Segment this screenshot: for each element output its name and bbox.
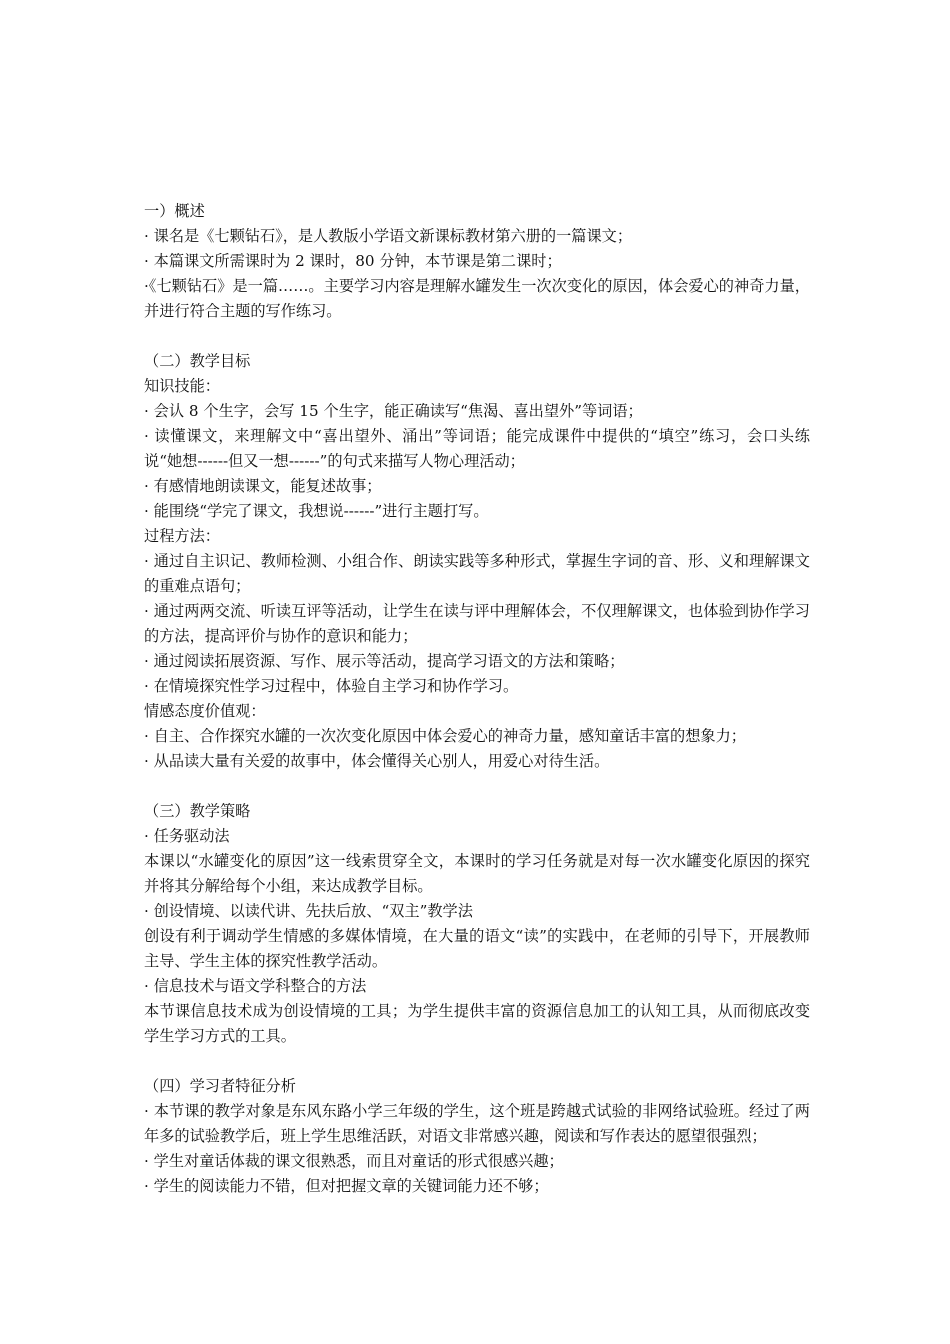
bullet-item: · 通过阅读拓展资源、写作、展示等活动，提高学习语文的方法和策略；: [144, 652, 625, 670]
paragraph: 本节课信息技术成为创设情境的工具；为学生提供丰富的资源信息加工的认知工具，从而彻底改变学生学习方式的工具。: [144, 1002, 810, 1045]
paragraph: 创设有利于调动学生情感的多媒体情境，在大量的语文“读”的实践中，在老师的引导下，开展教师主导、学生主体的探究性教学活动。: [144, 927, 810, 970]
section-spacer: [144, 324, 810, 349]
paragraph: 本课以“水罐变化的原因”这一线索贯穿全文，本课时的学习任务就是对每一次水罐变化原因的探究并将其分解给每个小组，来达成教学目标。: [144, 852, 810, 895]
section-heading-overview: 一）概述: [144, 202, 205, 220]
bullet-item: · 有感情地朗读课文，能复述故事；: [144, 477, 382, 495]
bullet-item: · 在情境探究性学习过程中，体验自主学习和协作学习。: [144, 677, 519, 695]
section-heading-strategies: （三）教学策略: [144, 802, 251, 820]
section-heading-objectives: （二）教学目标: [144, 352, 251, 370]
bullet-item: · 本节课的教学对象是东风东路小学三年级的学生，这个班是跨越式试验的非网络试验班。经过了两年多的试验教学后，班上学生思维活跃，对语文非常感兴趣，阅读和写作表达的愿望很强烈；: [144, 1102, 810, 1145]
subheading-emotion-values: 情感态度价值观：: [144, 702, 266, 720]
bullet-item: · 信息技术与语文学科整合的方法: [144, 977, 367, 995]
bullet-item: · 通过自主识记、教师检测、小组合作、朗读实践等多种形式，掌握生字词的音、形、义和理解课文的重难点语句；: [144, 552, 810, 595]
bullet-item: · 任务驱动法: [144, 827, 230, 845]
bullet-item: · 学生的阅读能力不错，但对把握文章的关键词能力还不够；: [144, 1177, 549, 1195]
bullet-item: ·《七颗钻石》是一篇……。主要学习内容是理解水罐发生一次次变化的原因，体会爱心的神奇力量，并进行符合主题的写作练习。: [144, 277, 810, 320]
bullet-item: · 创设情境、以读代讲、先扶后放、“双主”教学法: [144, 902, 473, 920]
bullet-item: · 从品读大量有关爱的故事中，体会懂得关心别人，用爱心对待生活。: [144, 752, 610, 770]
section-spacer: [144, 1049, 810, 1074]
section-heading-learner-analysis: （四）学习者特征分析: [144, 1077, 296, 1095]
bullet-item: · 本篇课文所需课时为 2 课时，80 分钟，本节课是第二课时；: [144, 252, 562, 270]
subheading-process-methods: 过程方法：: [144, 527, 220, 545]
bullet-item: · 能围绕“学完了课文，我想说------”进行主题打写。: [144, 502, 489, 520]
subheading-knowledge-skills: 知识技能：: [144, 377, 220, 395]
bullet-item: · 会认 8 个生字，会写 15 个生字，能正确读写“焦渴、喜出望外”等词语；: [144, 402, 643, 420]
bullet-item: · 学生对童话体裁的课文很熟悉，而且对童话的形式很感兴趣；: [144, 1152, 564, 1170]
bullet-item: · 自主、合作探究水罐的一次次变化原因中体会爱心的神奇力量，感知童话丰富的想象力；: [144, 727, 746, 745]
section-spacer: [144, 774, 810, 799]
bullet-item: · 课名是《七颗钻石》，是人教版小学语文新课标教材第六册的一篇课文；: [144, 227, 633, 245]
bullet-item: · 读懂课文，来理解文中“喜出望外、涌出”等词语；能完成课件中提供的“填空”练习，会口头练说“她想------但又一想------”的句式来描写人物心理活动；: [144, 427, 810, 470]
bullet-item: · 通过两两交流、听读互评等活动，让学生在读与评中理解体会，不仅理解课文，也体验到协作学习的方法，提高评价与协作的意识和能力；: [144, 602, 810, 645]
document-body: [144, 199, 810, 1199]
